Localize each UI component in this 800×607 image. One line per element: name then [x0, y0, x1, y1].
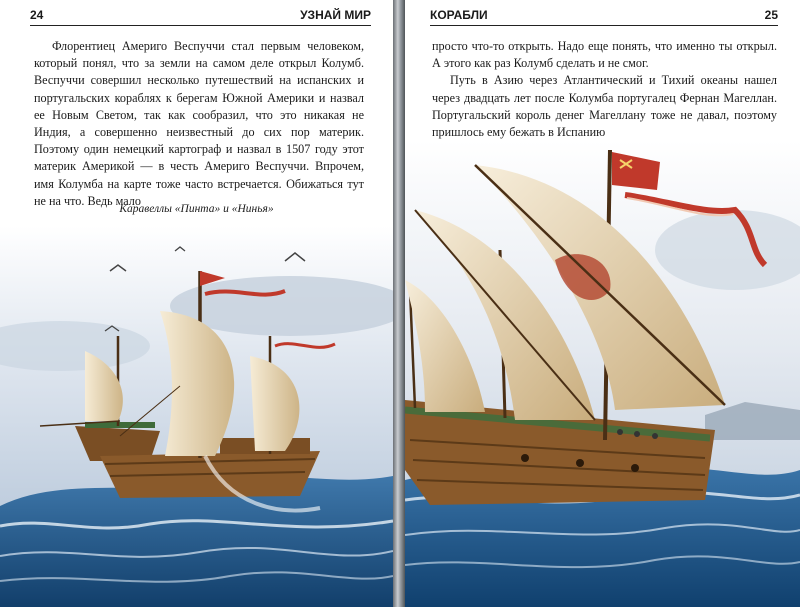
caravels-illustration [0, 226, 393, 607]
left-page-number: 24 [30, 8, 44, 22]
illustration-caption: Каравеллы «Пинта» и «Нинья» [119, 203, 274, 215]
right-paragraph-1: просто что-то открыть. Надо еще понять, что именно ты открыл. А этого как раз Колумб сделать и не смог. [432, 39, 777, 71]
left-paragraph: Флорентиец Америго Веспуччи стал первым человеком, который понял, что за земли на самом деле открыл Колумб. Веспуччи совершил несколько путешествий на испанских и португальских кораблях к берегам Южной Америки и назвал ее Новым Светом, так как сообразил, что это никакая не Индия, а совершенно неизвестный до сих пор материк. Поэтому один немецкий картограф и назвал в 1507 году этот материк Америкой — в честь Америго Веспуччи. Впрочем, имя Колумба на карте тоже часто встречается. Обижаться тут не на что. Ведь мало [34, 39, 364, 208]
right-running-head: КОРАБЛИ [430, 8, 488, 22]
right-page-header [430, 6, 778, 24]
left-page-header [30, 6, 371, 24]
right-body-text [432, 38, 777, 141]
left-running-head: УЗНАЙ МИР [300, 8, 371, 22]
left-header-rule [30, 25, 371, 26]
right-page [405, 0, 800, 607]
right-paragraph-2: Путь в Азию через Атлантический и Тихий океаны нашел через двадцать лет после Колумба португалец Фернан Магеллан. Португальский король денег Магеллану тоже не давал, поэтому пришлось ему бежать в Испанию [432, 73, 777, 140]
right-header-rule [430, 25, 778, 26]
magellan-ship-illustration [405, 140, 800, 607]
left-page [0, 0, 393, 607]
book-gutter [393, 0, 405, 607]
right-page-number: 25 [764, 8, 778, 22]
left-body-text [34, 38, 364, 210]
